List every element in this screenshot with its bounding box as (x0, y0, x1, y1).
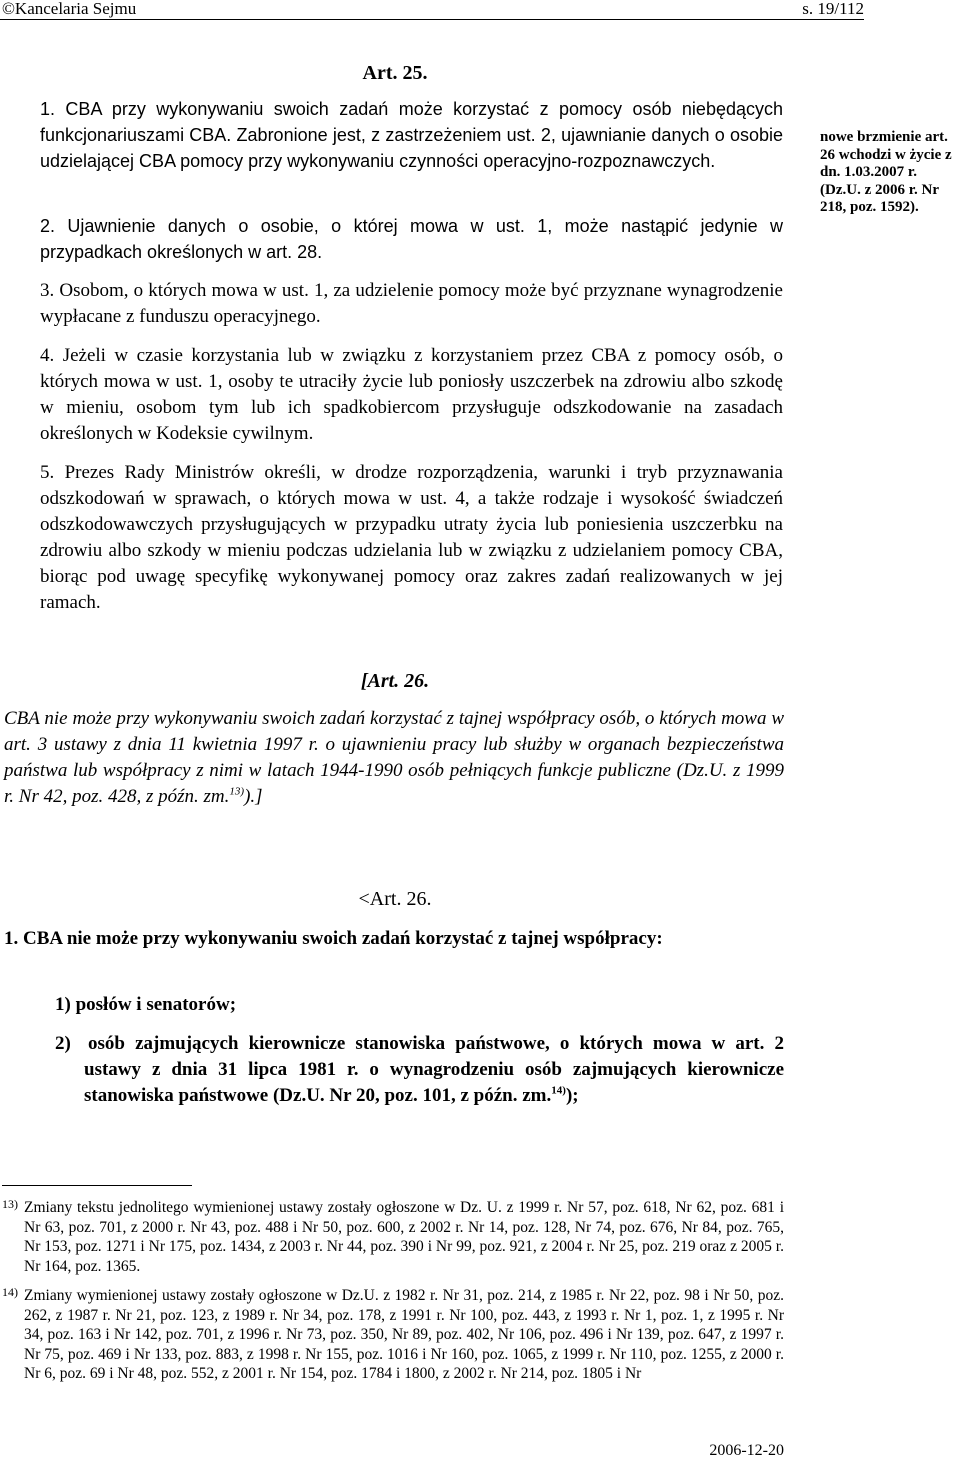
footnote-13-mark: 13) (2, 1197, 18, 1211)
art26-old-body: CBA nie może przy wykonywaniu swoich zadań korzystać z tajnej współpracy osób, o których mowa w art. 3 ustawy z dnia 11 kwietnia 1997 r. o ujawnieniu pracy lub służby w organach bezpieczeństwa państwa lub współpracy z nimi w latach 1944-1990 osób pełniących funkcje publiczne (Dz.U. z 1999 r. Nr 42, poz. 428, z późn. zm. (4, 708, 784, 807)
art25-paragraph-2: 2. Ujawnienie danych o osobie, o której mowa w ust. 1, może nastąpić jedynie w przypadkach określonych w art. 28. (40, 216, 783, 262)
footer-date: 2006-12-20 (709, 1442, 784, 1459)
art26-new-paragraph-1: 1. CBA nie może przy wykonywaniu swoich zadań korzystać z tajnej współpracy: (4, 928, 663, 949)
art26-new-item-2 (84, 1031, 784, 1109)
art26-new-item-2-tail: ); (565, 1085, 579, 1106)
art26-new-item-2-body: osób zajmujących kierownicze stanowiska państwowe, o których mowa w art. 2 ustawy z dnia 31 lipca 1981 r. o wynagrodzeniu osób zajmujących kierownicze stanowiska państwowe (Dz.U. Nr 20, poz. 101, z późn. zm. (84, 1033, 784, 1106)
footnote-13 (2, 1197, 784, 1276)
footnote-ref-13: 13) (229, 785, 245, 798)
header-page-number: s. 19/112 (802, 0, 864, 18)
footnote-14 (2, 1285, 784, 1384)
art25-paragraph-3: 3. Osobom, o których mowa w ust. 1, za udzielenie pomocy może być przyznane wynagrodzenie wypłacane z funduszu operacyjnego. (40, 280, 783, 327)
art26-new-title: <Art. 26. (358, 888, 432, 910)
footnote-14-mark: 14) (2, 1285, 18, 1299)
header-source: ©Kancelaria Sejmu (2, 0, 137, 18)
art26-new-item-2-number: 2) (55, 1033, 71, 1054)
art25-paragraph-4: 4. Jeżeli w czasie korzystania lub w związku z korzystaniem przez CBA z pomocy osób, o których mowa w ust. 1, osoby te utraciły życie lub poniosły uszczerbek na zdrowiu albo szkodę w mieniu, osobom tym lub ich spadkobiercom przysługuje odszkodowanie na zasadach określonych w Kodeksie cywilnym. (40, 345, 783, 444)
art26-new-item-1: 1) posłów i senatorów; (55, 994, 237, 1015)
art25-paragraph-1: 1. CBA przy wykonywaniu swoich zadań może korzystać z pomocy osób niebędących funkcjonariuszami CBA. Zabronione jest, z zastrzeżeniem ust. 2, ujawnianie danych o osobie udzielającej CBA pomocy przy wykonywaniu czynności operacyjno-rozpoznawczych. (40, 99, 783, 171)
art25-title: Art. 25. (362, 62, 428, 84)
header-rule (0, 19, 864, 20)
art26-old-text (4, 706, 784, 810)
footnote-13-text: Zmiany tekstu jednolitego wymienionej ustawy zostały ogłoszone w Dz. U. z 1999 r. Nr 57, poz. 618, Nr 62, poz. 681 i Nr 63, poz. 701, z 2000 r. Nr 43, poz. 488 i Nr 50, poz. 600, z 2002 r. Nr 14, poz. 128, Nr 74, poz. 676, Nr 84, poz. 765, Nr 153, poz. 1271 i Nr 175, poz. 1434, z 2003 r. Nr 44, poz. 390 i Nr 99, poz. 921, z 2004 r. Nr 25, poz. 219 oraz z 2005 r. Nr 164, poz. 1365. (24, 1199, 784, 1275)
art26-old-title: [Art. 26. (360, 670, 430, 692)
art26-old-tail: ).] (244, 786, 263, 807)
margin-note: nowe brzmienie art. 26 wchodzi w życie z dn. 1.03.2007 r. (Dz.U. z 2006 r. Nr 218, poz. 1592). (820, 129, 952, 215)
art25-paragraph-5: 5. Prezes Rady Ministrów określi, w drodze rozporządzenia, warunki i tryb przyznawania odszkodowań w sprawach, o których mowa w ust. 4, a także rodzaje i wysokość świadczeń odszkodowawczych przysługujących w przypadku utraty życia lub poniesienia uszczerbku na zdrowiu albo szkody w mieniu podczas udzielania lub w związku z udzielaniem pomocy CBA, biorąc pod uwagę specyfikę wykonywanej pomocy oraz zakres zadań realizowanych w jej ramach. (40, 462, 783, 613)
footnote-14-text: Zmiany wymienionej ustawy zostały ogłoszone w Dz.U. z 1982 r. Nr 31, poz. 214, z 1985 r. Nr 22, poz. 98 i Nr 50, poz. 262, z 1987 r. Nr 21, poz. 123, z 1989 r. Nr 34, poz. 178, z 1991 r. Nr 100, poz. 443, z 1993 r. Nr 1, poz. 1, z 1995 r. Nr 34, poz. 163 i Nr 142, poz. 701, z 1996 r. Nr 73, poz. 350, Nr 89, poz. 402, Nr 106, poz. 496 i Nr 139, poz. 647, z 1997 r. Nr 75, poz. 469 i Nr 133, poz. 883, z 1998 r. Nr 155, poz. 1016 i Nr 160, poz. 1065, z 1999 r. Nr 110, poz. 1255, z 2000 r. Nr 6, poz. 69 i Nr 48, poz. 552, z 2001 r. Nr 154, poz. 1784 i 1800, z 2002 r. Nr 214, poz. 1805 i Nr (24, 1287, 784, 1382)
footnote-ref-14: 14) (551, 1084, 566, 1097)
footnote-rule (2, 1185, 192, 1186)
